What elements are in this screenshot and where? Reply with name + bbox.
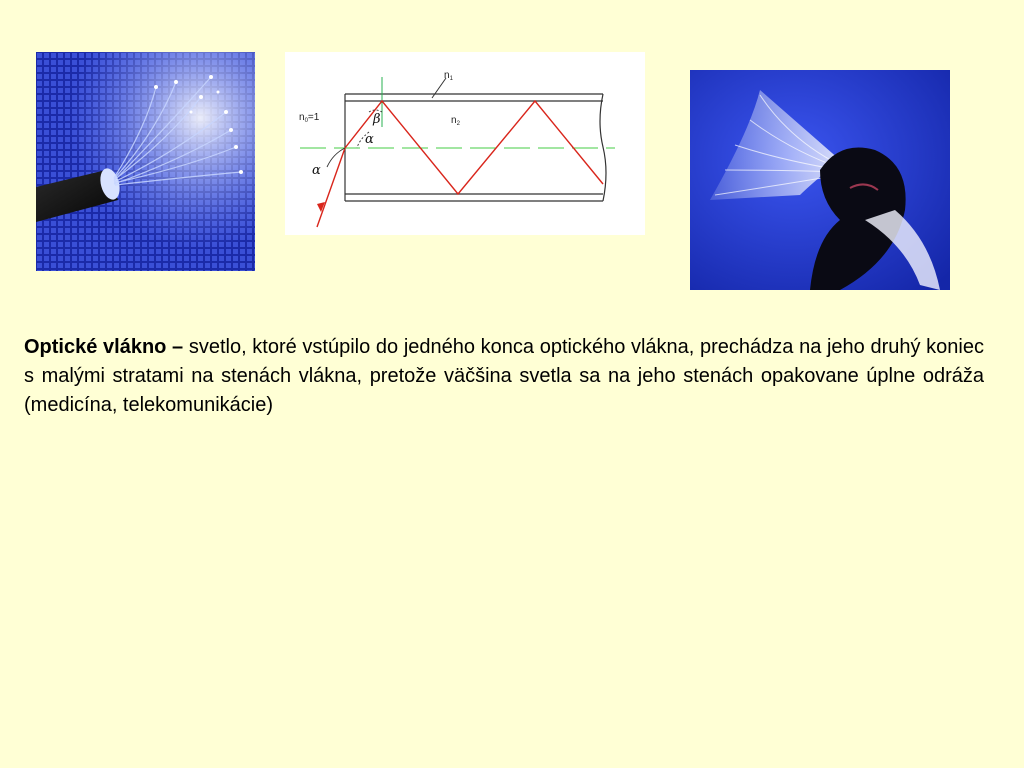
fiber-cable-image	[36, 52, 255, 271]
angle-alpha-inner-label: α	[365, 132, 374, 147]
label-n1: $n_1$	[444, 70, 453, 82]
label-n0: $n_0=1$	[299, 112, 320, 124]
fiber-hand-photo	[690, 70, 950, 290]
fiber-cable-photo	[36, 52, 255, 271]
fiber-description	[24, 333, 984, 420]
label-n2: $n_2$	[451, 115, 460, 127]
fiber-hand-image	[690, 70, 950, 290]
reflection-diagram-svg	[285, 52, 645, 235]
angle-alpha-outer-label: α	[312, 163, 321, 178]
term-definition: svetlo, ktoré vstúpilo do jedného konca optického vlákna, prechádza na jeho druhý koniec s malými stratami na stenách vlákna, pretože väčšina svetla sa na jeho stenách opakovane úplne odráža (medicína, telekomunikácie)	[24, 336, 984, 416]
angle-beta-label: β	[373, 112, 381, 127]
light-ray	[317, 101, 603, 227]
fiber-break-end	[600, 94, 606, 201]
n1-leader	[432, 78, 446, 98]
term-heading: Optické vlákno –	[24, 336, 184, 358]
fiber-reflection-diagram	[285, 52, 645, 235]
